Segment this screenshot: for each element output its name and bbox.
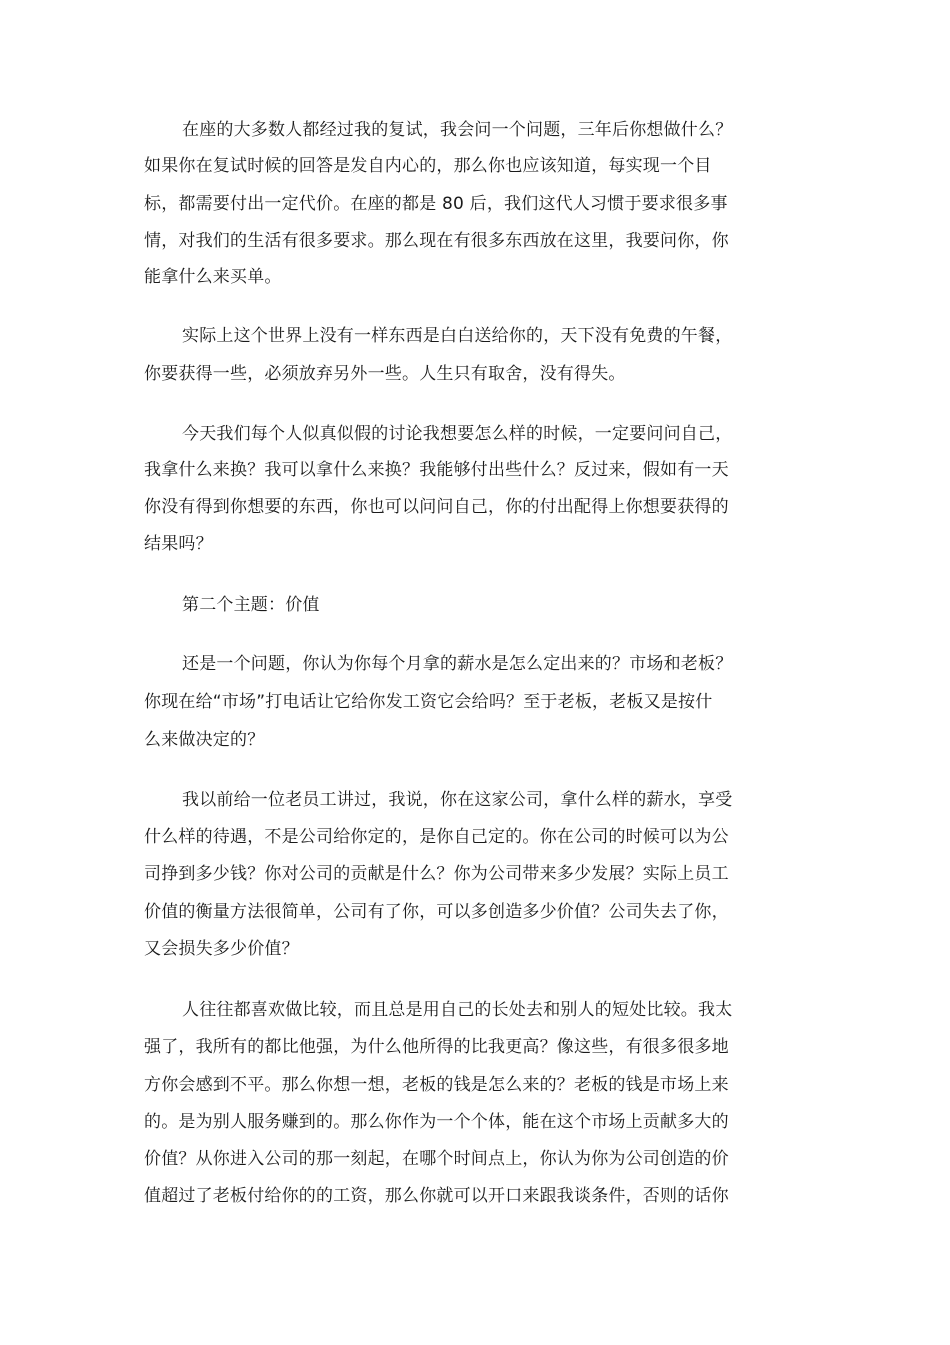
text-line: 你没有得到你想要的东西，你也可以问问自己，你的付出配得上你想要获得的 (144, 497, 729, 517)
text-line: 今天我们每个人似真似假的讨论我想要怎么样的时候，一定要问问自己， (182, 424, 733, 444)
text-line: 价值的衡量方法很简单，公司有了你，可以多创造多少价值？公司失去了你， (144, 902, 729, 922)
text-line: 司挣到多少钱？你对公司的贡献是什么？你为公司带来多少发展？实际上员工 (144, 864, 729, 884)
text-line: 方你会感到不平。那么你想一想，老板的钱是怎么来的？老板的钱是市场上来 (144, 1075, 729, 1095)
text-line: 我以前给一位老员工讲过，我说，你在这家公司，拿什么样的薪水，享受 (182, 790, 733, 810)
section-title: 第二个主题：价值 (182, 595, 320, 615)
text-line: 能拿什么来买单。 (144, 267, 282, 287)
text-line: 我拿什么来换？我可以拿什么来换？我能够付出些什么？反过来，假如有一天 (144, 460, 729, 480)
text-line: 又会损失多少价值？ (144, 939, 299, 959)
text-line: 么来做决定的？ (144, 730, 265, 750)
text-line: 强了，我所有的都比他强，为什么他所得的比我更高？像这些，有很多很多地 (144, 1037, 729, 1057)
text-line: 你现在给“市场”打电话让它给你发工资它会给吗？至于老板，老板又是按什 (144, 692, 713, 712)
text-line: 的。是为别人服务赚到的。那么你作为一个个体，能在这个市场上贡献多大的 (144, 1112, 729, 1132)
text-line: 结果吗？ (144, 534, 213, 554)
text-line: 人往往都喜欢做比较，而且总是用自己的长处去和别人的短处比较。我太 (182, 1000, 733, 1020)
text-line: 在座的大多数人都经过我的复试，我会问一个问题，三年后你想做什么？ (182, 120, 733, 140)
text-line: 价值？从你进入公司的那一刻起，在哪个时间点上，你认为你为公司创造的价 (144, 1149, 729, 1169)
text-line: 情，对我们的生活有很多要求。那么现在有很多东西放在这里，我要问你，你 (144, 231, 729, 251)
text-line: 如果你在复试时候的回答是发自内心的，那么你也应该知道，每实现一个目 (144, 156, 712, 176)
text-line: 值超过了老板付给你的的工资，那么你就可以开口来跟我谈条件，否则的话你 (144, 1186, 729, 1206)
text-line: 什么样的待遇，不是公司给你定的，是你自己定的。你在公司的时候可以为公 (144, 827, 729, 847)
text-line: 你要获得一些，必须放弃另外一些。人生只有取舍，没有得失。 (144, 364, 626, 384)
text-line: 实际上这个世界上没有一样东西是白白送给你的，天下没有免费的午餐， (182, 326, 733, 346)
text-line: 还是一个问题，你认为你每个月拿的薪水是怎么定出来的？市场和老板？ (182, 654, 733, 674)
text-line: 标，都需要付出一定代价。在座的都是 80 后，我们这代人习惯于要求很多事 (144, 194, 728, 214)
